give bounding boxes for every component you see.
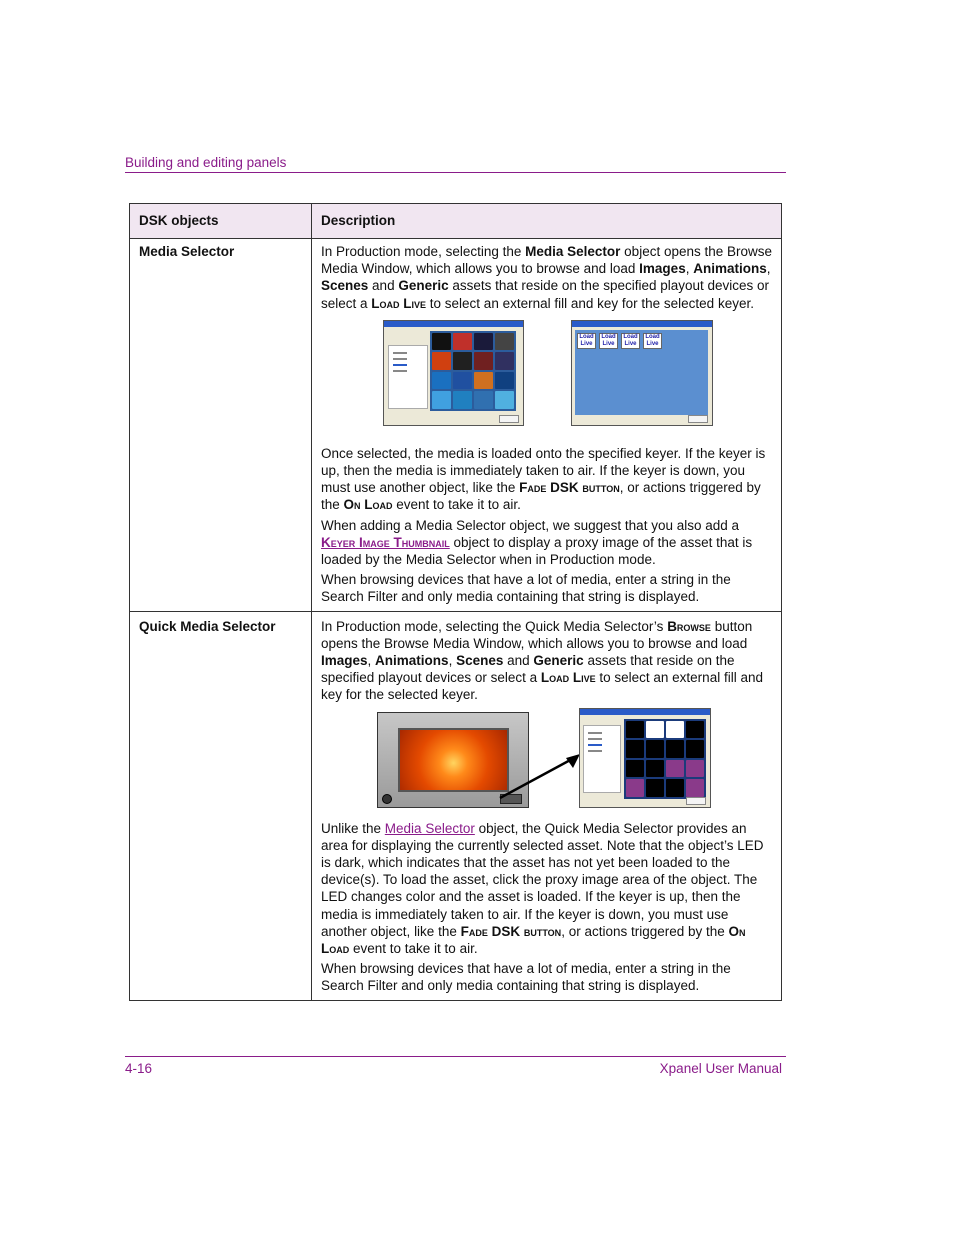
object-name-media-selector: Media Selector <box>130 239 312 612</box>
proxy-image-area <box>398 728 509 792</box>
load-live-thumb: Load Live <box>599 333 618 349</box>
description-cell <box>312 239 782 612</box>
paragraph: When adding a Media Selector object, we suggest that you also add a Keyer Image Thumbnail object to display a proxy image of the asset that is loaded by the Media Selector when in Production mode. <box>321 517 753 568</box>
figure-quick-media-selector <box>321 712 772 812</box>
tree-view <box>388 345 428 409</box>
arrow-icon <box>496 752 586 802</box>
running-header <box>125 154 786 173</box>
thumbnail-grid <box>624 719 706 799</box>
keyer-image-thumbnail-link[interactable]: Keyer Image Thumbnail <box>321 534 450 550</box>
paragraph: In Production mode, selecting the Media Selector object opens the Browse Media Window, which allows you to browse and load Images, Animations, Scenes and Generic assets that reside on the specified playout devices or select a Load Live to select an external fill and key for the selected keyer. <box>321 244 773 311</box>
browse-media-window-image <box>383 320 524 426</box>
paragraph: Once selected, the media is loaded onto the specified keyer. If the keyer is up, then the media is immediately taken to air. If the keyer is down, you must use another object, like the Fade DSK button, or actions triggered by the On Load event to take it to air. <box>321 445 766 513</box>
running-footer <box>125 1056 786 1076</box>
load-live-window-image <box>571 320 713 426</box>
paragraph: When browsing devices that have a lot of media, enter a string in the Search Filter and only media containing that string is displayed. <box>321 961 731 994</box>
dsk-objects-table <box>129 203 782 1001</box>
description-cell <box>312 611 782 1000</box>
col-header-dsk-objects: DSK objects <box>130 204 312 239</box>
section-title: Building and editing panels <box>125 155 287 170</box>
table-header-row <box>130 204 782 239</box>
page-number: 4-16 <box>125 1061 153 1076</box>
tree-view <box>583 725 621 793</box>
col-header-description: Description <box>312 204 782 239</box>
load-live-thumb: Load Live <box>577 333 596 349</box>
led-indicator <box>382 794 392 804</box>
figure-browse-media-windows <box>321 320 772 435</box>
thumbnail-grid <box>430 331 516 411</box>
load-live-thumb: Load Live <box>643 333 662 349</box>
media-selector-link[interactable]: Media Selector <box>384 820 475 836</box>
object-name-quick-media-selector: Quick Media Selector <box>130 611 312 1000</box>
paragraph: When browsing devices that have a lot of media, enter a string in the Search Filter and only media containing that string is displayed. <box>321 572 731 605</box>
paragraph: In Production mode, selecting the Quick Media Selector’s Browse button opens the Browse Media Window, which allows you to browse and load Images, Animations, Scenes and Generic assets that reside on the specified playout devices or select a Load Live to select an external fill and key for the selected keyer. <box>321 618 763 703</box>
table-row <box>130 239 782 612</box>
table-row <box>130 611 782 1000</box>
browse-media-window-image <box>579 708 711 808</box>
manual-title: Xpanel User Manual <box>659 1061 782 1076</box>
load-live-thumb: Load Live <box>621 333 640 349</box>
paragraph: Unlike the Media Selector object, the Quick Media Selector provides an area for displaying the currently selected asset. Note that the object’s LED is dark, which indicates that the asset has not yet been loaded to the device(s). To load the asset, click the proxy image area of the object. The LED changes color and the asset is loaded. If the keyer is up, then the media is immediately taken to air. If the keyer is down, you must use another object, like the Fade DSK button, or actions triggered by the On Load event to take it to air. <box>321 820 764 957</box>
